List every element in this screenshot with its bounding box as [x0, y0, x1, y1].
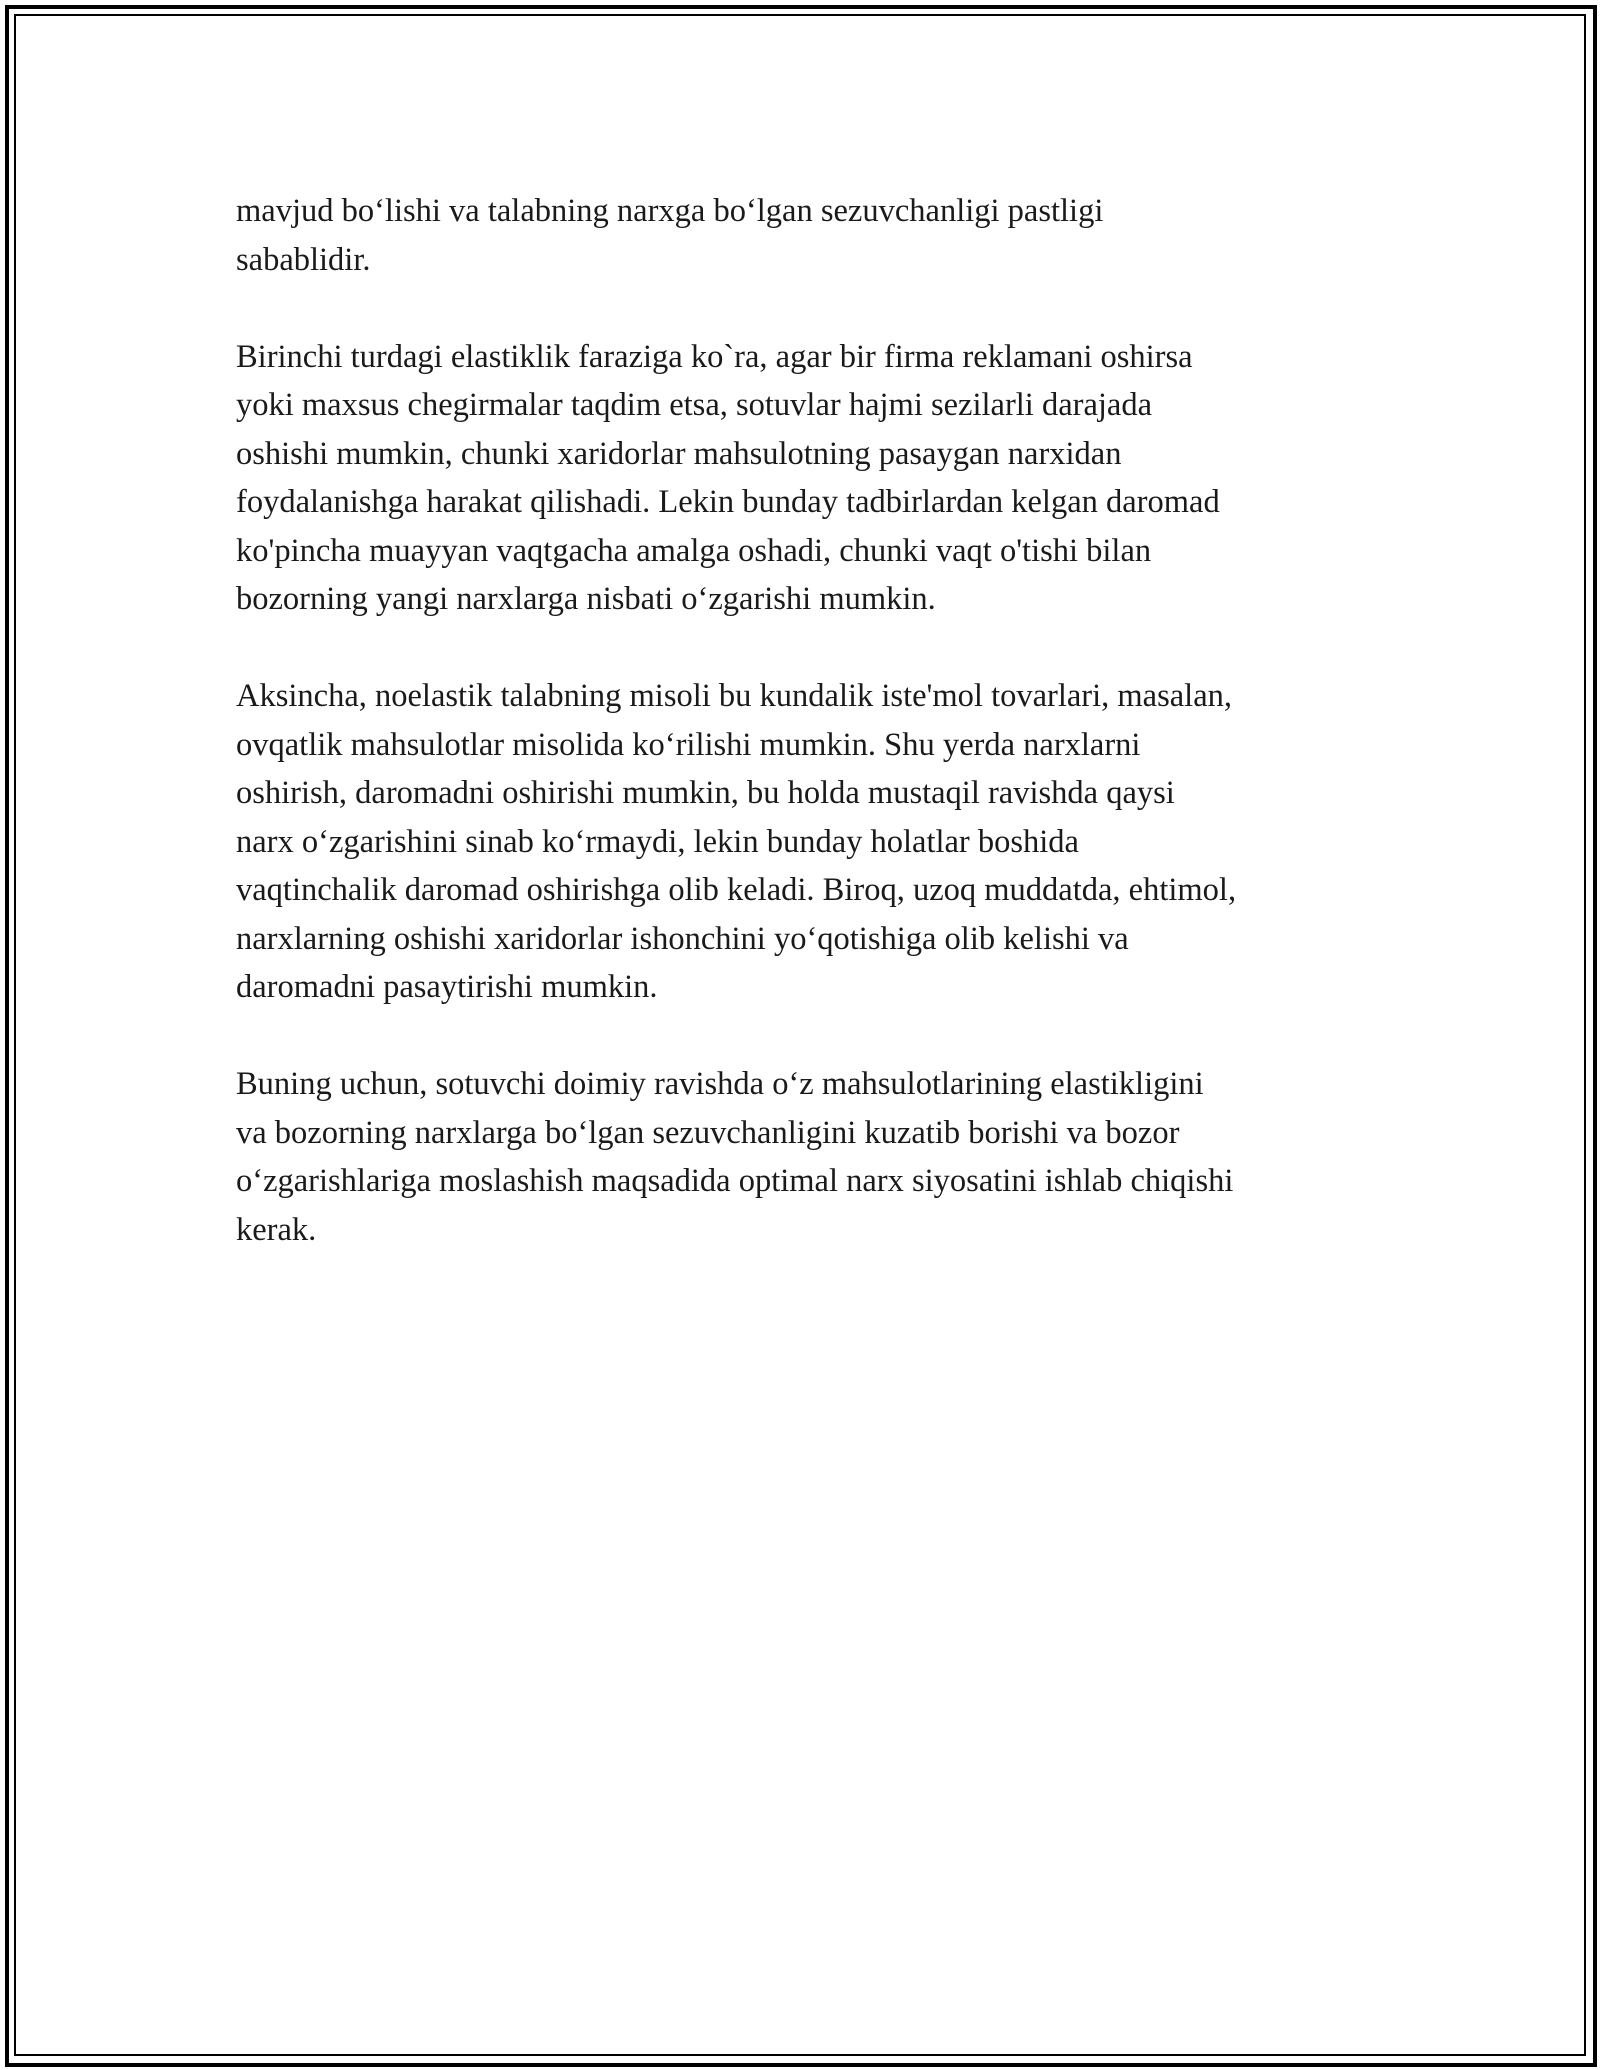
- paragraph-1: mavjud bo‘lishi va talabning narxga bo‘lgan sezuvchanligi pastligi sabablidir.: [236, 193, 1104, 278]
- paragraph-4: Buning uchun, sotuvchi doimiy ravishda o‘z mahsulotlarining elastikligini va bozorning narxlarga bo‘lgan sezuvchanligini kuzatib borishi va bozor o‘zgarishlariga moslashish maqsadida optimal narx siyosatini ishlab chiqishi kerak.: [236, 1066, 1234, 1248]
- paragraph-2: Birinchi turdagi elastiklik faraziga ko`ra, agar bir firma reklamani oshirsa yoki maxsus chegirmalar taqdim etsa, sotuvlar hajmi sezilarli darajada oshishi mumkin, chunki xaridorlar mahsulotning pasaygan narxidan foydalanishga harakat qilishadi. Lekin bunday tadbirlardan kelgan daromad ko'pincha muayyan vaqtgacha amalga oshadi, chunki vaqt o'tishi bilan bozorning yangi narxlarga nisbati o‘zgarishi mumkin.: [236, 338, 1220, 617]
- paragraph-3: Aksincha, noelastik talabning misoli bu kundalik iste'mol tovarlari, masalan, ovqatlik mahsulotlar misolida ko‘rilishi mumkin. Shu yerda narxlarni oshirish, daromadni oshirishi mumkin, bu holda mustaqil ravishda qaysi narx o‘zgarishini sinab ko‘rmaydi, lekin bunday holatlar boshida vaqtinchalik daromad oshirishga olib keladi. Biroq, uzoq muddatda, ehtimol, narxlarning oshishi xaridorlar ishonchini yo‘qotishiga olib kelishi va daromadni pasaytirishi mumkin.: [236, 678, 1237, 1005]
- document-body: [236, 187, 1386, 1303]
